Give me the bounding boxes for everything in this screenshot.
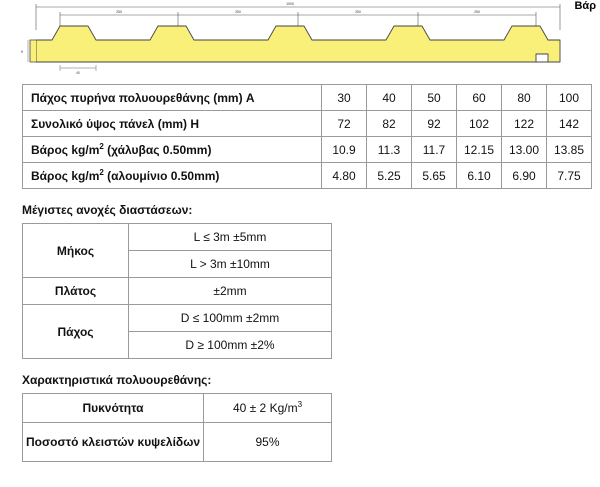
- tolerance-value: D ≤ 100mm ±2mm: [129, 305, 332, 332]
- spec-cell: 5.25: [367, 163, 412, 189]
- spec-cell: 4.80: [322, 163, 367, 189]
- diagram-side-label: Βάρ: [574, 0, 596, 12]
- spec-row-label: [23, 137, 322, 163]
- spec-cell: 13.85: [547, 137, 592, 163]
- spec-cell: 11.3: [367, 137, 412, 163]
- spec-label-sup: 2: [99, 167, 104, 177]
- panel-cross-section: [36, 26, 560, 62]
- spec-cell: 100: [547, 85, 592, 111]
- spec-cell: 30: [322, 85, 367, 111]
- svg-text:250: 250: [474, 10, 480, 14]
- table-row: [23, 394, 332, 423]
- table-row: [23, 85, 592, 111]
- tolerance-row-label: Πάχος: [23, 305, 129, 359]
- pu-row-label: Πυκνότητα: [23, 394, 204, 423]
- table-row: [23, 163, 592, 189]
- tolerances-table: [22, 223, 332, 359]
- svg-text:1000: 1000: [286, 2, 294, 6]
- tolerance-value: ±2mm: [129, 278, 332, 305]
- spec-cell: 60: [457, 85, 502, 111]
- pu-value-sup: 3: [297, 400, 303, 409]
- table-row: [23, 423, 332, 462]
- spec-cell: 7.75: [547, 163, 592, 189]
- spec-cell: 6.10: [457, 163, 502, 189]
- table-row: [23, 137, 592, 163]
- tolerance-value: L > 3m ±10mm: [129, 251, 332, 278]
- polyurethane-table: [22, 393, 332, 462]
- spec-row-label: Συνολικό ύψος πάνελ (mm) H: [23, 111, 322, 137]
- tolerance-value: L ≤ 3m ±5mm: [129, 224, 332, 251]
- spec-cell: 11.7: [412, 137, 457, 163]
- spec-row-label: Πάχος πυρήνα πολυουρεθάνης (mm) A: [23, 85, 322, 111]
- svg-text:40: 40: [76, 71, 80, 75]
- pu-value-text: 40 ± 2 Kg/m: [232, 401, 298, 415]
- spec-label-prefix: Βάρος kg/m: [31, 168, 100, 183]
- svg-text:250: 250: [116, 10, 122, 14]
- pu-row-value: [204, 394, 332, 423]
- panel-profile-drawing: [0, 0, 600, 78]
- panel-profile-diagram: [0, 0, 600, 78]
- table-row: [23, 278, 332, 305]
- spec-cell: 92: [412, 111, 457, 137]
- spec-label-prefix: Βάρος kg/m: [31, 142, 100, 157]
- table-row: [23, 305, 332, 332]
- pu-value-text: 95%: [255, 435, 280, 449]
- spec-cell: 142: [547, 111, 592, 137]
- spec-cell: 102: [457, 111, 502, 137]
- table-row: [23, 224, 332, 251]
- spec-cell: 6.90: [502, 163, 547, 189]
- spec-cell: 10.9: [322, 137, 367, 163]
- spec-cell: 50: [412, 85, 457, 111]
- polyurethane-heading: Χαρακτηριστικά πολυουρεθάνης:: [22, 373, 212, 387]
- spec-cell: 80: [502, 85, 547, 111]
- pu-row-value: [204, 423, 332, 462]
- spec-cell: 82: [367, 111, 412, 137]
- spec-cell: 12.15: [457, 137, 502, 163]
- svg-text:250: 250: [235, 10, 241, 14]
- pu-row-label: Ποσοστό κλειστών κυψελίδων: [23, 423, 204, 462]
- spec-label-suffix: (χάλυβας 0.50mm): [103, 142, 212, 157]
- table-row: [23, 111, 592, 137]
- spec-cell: 40: [367, 85, 412, 111]
- spec-cell: 5.65: [412, 163, 457, 189]
- tolerances-heading: Μέγιστες ανοχές διαστάσεων:: [22, 203, 193, 217]
- spec-row-label: [23, 163, 322, 189]
- spec-label-suffix: (αλουμίνιο 0.50mm): [103, 168, 220, 183]
- panel-specs-table: [22, 84, 592, 189]
- spec-label-sup: 2: [99, 141, 104, 151]
- spec-cell: 13.00: [502, 137, 547, 163]
- tolerance-row-label: Μήκος: [23, 224, 129, 278]
- tolerance-row-label: Πλάτος: [23, 278, 129, 305]
- svg-text:250: 250: [355, 10, 361, 14]
- tolerance-value: D ≥ 100mm ±2%: [129, 332, 332, 359]
- spec-cell: 72: [322, 111, 367, 137]
- svg-text:H: H: [20, 50, 24, 54]
- spec-cell: 122: [502, 111, 547, 137]
